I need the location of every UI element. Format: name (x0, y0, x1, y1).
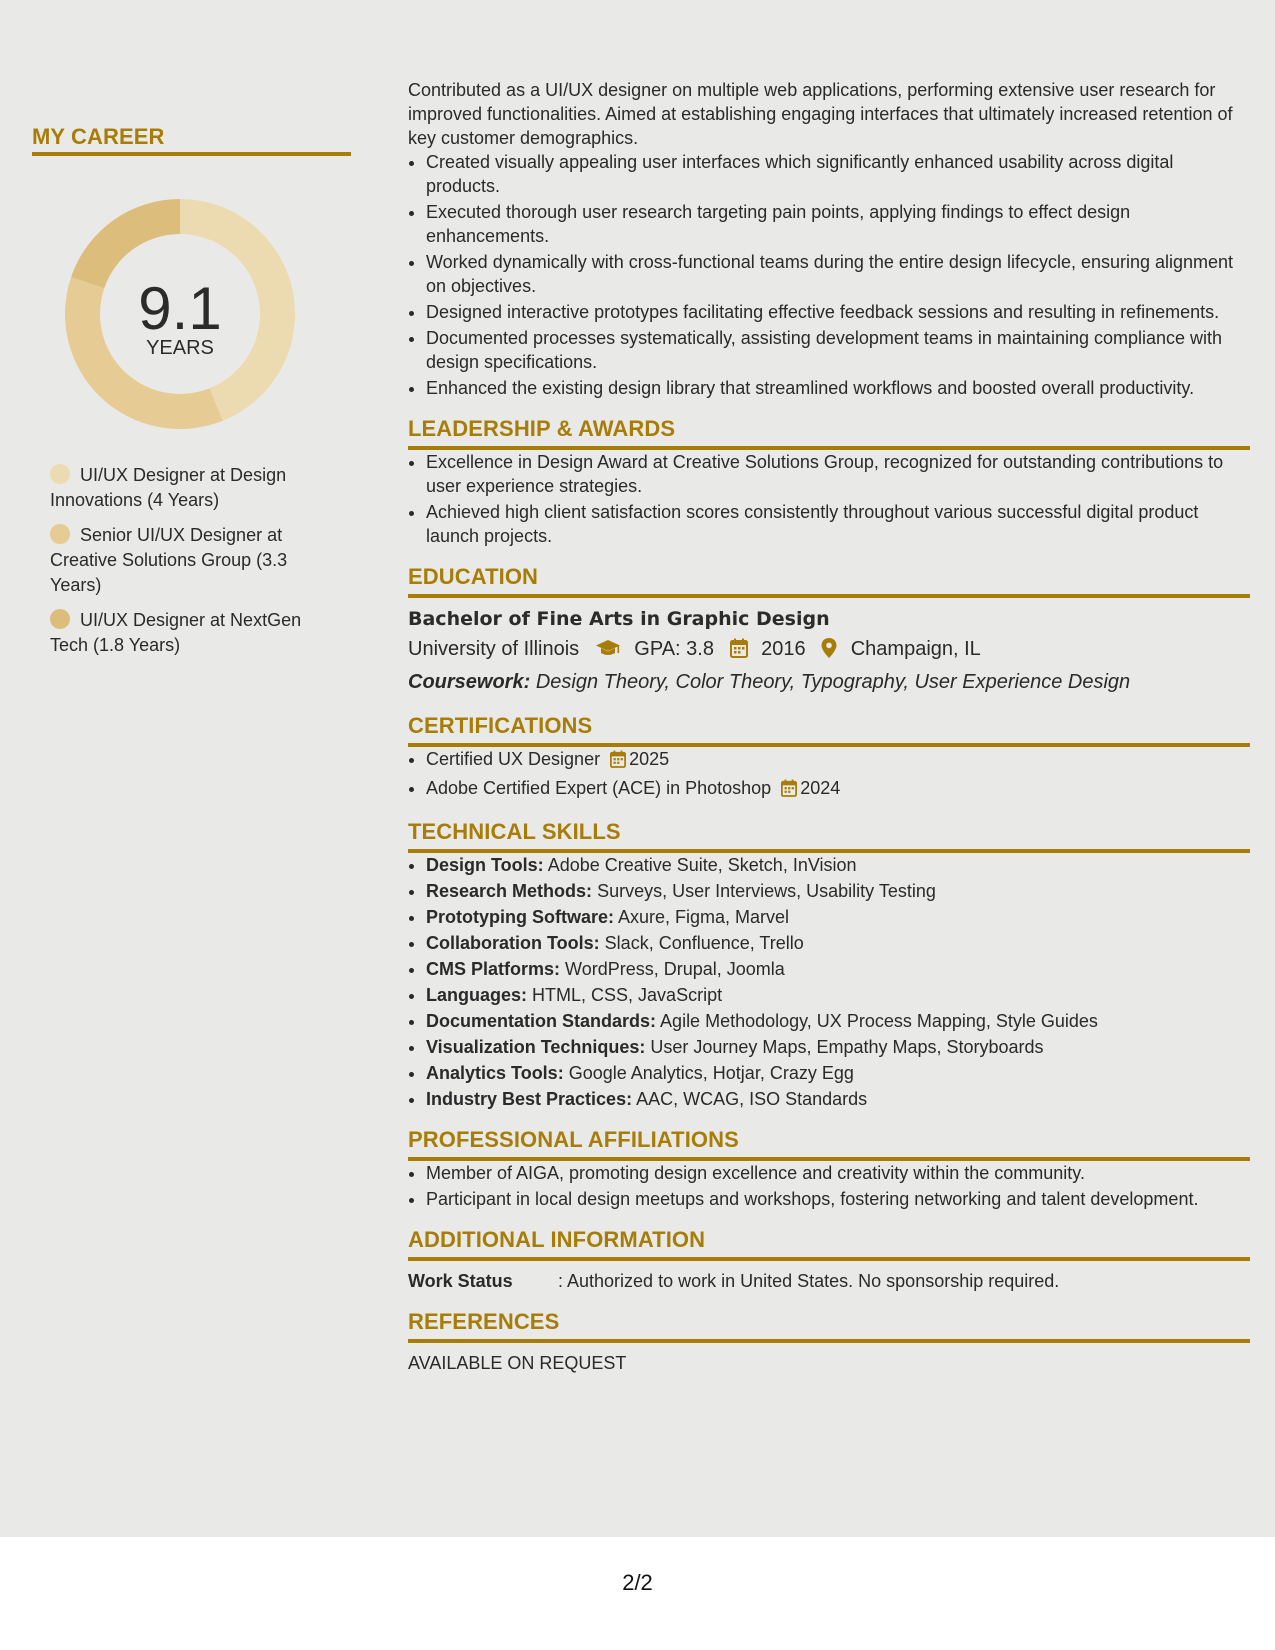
list-item (426, 983, 1250, 1007)
skill-key: Prototyping Software: (426, 907, 614, 927)
skill-value: Slack, Confluence, Trello (604, 933, 804, 953)
skill-value: User Journey Maps, Empathy Maps, Storyboards (650, 1037, 1044, 1057)
work-status-value: : Authorized to work in United States. No sponsorship required. (558, 1271, 1060, 1291)
calendar-icon (730, 637, 748, 667)
list-item: • Executed thorough user research targeting pain points, applying findings to effect design enhancements. (426, 200, 1250, 248)
list-item: • Created visually appealing user interfaces which significantly enhanced usability across digital products. (426, 150, 1250, 198)
skill-key: Documentation Standards: (426, 1011, 657, 1031)
school-location: Champaign, IL (850, 638, 981, 660)
skill-key: CMS Platforms: (426, 959, 561, 979)
references-text: AVAILABLE ON REQUEST (408, 1353, 627, 1373)
references-title: REFERENCES (408, 1309, 1250, 1343)
skill-value: WordPress, Drupal, Joomla (565, 959, 785, 979)
map-pin-icon (821, 637, 837, 667)
skills-title: TECHNICAL SKILLS (408, 819, 1250, 853)
legend-label: UI/UX Designer at NextGen Tech (1.8 Years) (50, 610, 302, 655)
list-item: • Designed interactive prototypes facilitating effective feedback sessions and resulting in refinements. (426, 300, 1250, 324)
calendar-icon (610, 750, 626, 774)
legend-item (50, 608, 320, 658)
list-item: • Documented processes systematically, assisting development teams in maintaining compliance with design specifications. (426, 326, 1250, 374)
skill-value: Google Analytics, Hotjar, Crazy Egg (568, 1063, 854, 1083)
experience-bullets (408, 150, 1250, 400)
graduation-cap-icon (595, 637, 621, 667)
legend-dot (50, 524, 70, 544)
donut-center (65, 199, 295, 429)
skill-key: Design Tools: (426, 855, 544, 875)
list-item (426, 747, 1250, 774)
affiliations-title: PROFESSIONAL AFFILIATIONS (408, 1127, 1250, 1161)
cert-name: Adobe Certified Expert (ACE) in Photoshop (426, 778, 772, 798)
skill-key: Analytics Tools: (426, 1063, 564, 1083)
legend-dot (50, 464, 70, 484)
cert-year: 2025 (629, 749, 670, 769)
work-status-key: Work Status (408, 1271, 513, 1291)
certifications-list (408, 747, 1250, 803)
list-item (426, 931, 1250, 955)
list-item (426, 1061, 1250, 1085)
list-item: • Enhanced the existing design library that streamlined workflows and boosted overall productivity. (426, 376, 1250, 400)
career-title: MY CAREER (32, 124, 351, 156)
skill-value: HTML, CSS, JavaScript (532, 985, 723, 1005)
right-column (408, 78, 1250, 1375)
list-item (426, 853, 1250, 877)
skill-value: Adobe Creative Suite, Sketch, InVision (547, 855, 857, 875)
page-number: 2/2 (622, 1570, 653, 1595)
cert-name: Certified UX Designer (426, 749, 601, 769)
gpa: GPA: 3.8 (634, 638, 714, 660)
calendar-icon (781, 779, 797, 803)
list-item: • Participant in local design meetups and workshops, fostering networking and talent development. (426, 1187, 1250, 1211)
experience-intro: Contributed as a UI/UX designer on multiple web applications, performing extensive user research for improved functionalities. Aimed at establishing engaging interfaces that ultimately increased retention of key customer demographics. (408, 80, 1233, 148)
leadership-title: LEADERSHIP & AWARDS (408, 416, 1250, 450)
list-item (426, 905, 1250, 929)
school-name: University of Illinois (408, 638, 580, 660)
education-details (408, 634, 1250, 667)
legend-dot (50, 609, 70, 629)
affiliations-bullets (408, 1161, 1250, 1211)
career-donut-chart (65, 199, 295, 429)
skill-value: Axure, Figma, Marvel (618, 907, 790, 927)
cert-year: 2024 (800, 778, 841, 798)
certifications-title: CERTIFICATIONS (408, 713, 1250, 747)
list-item: • Excellence in Design Award at Creative Solutions Group, recognized for outstanding contributions to user experience strategies. (426, 450, 1250, 498)
additional-info-title: ADDITIONAL INFORMATION (408, 1227, 1250, 1261)
legend-label: UI/UX Designer at Design Innovations (4 Years) (50, 465, 287, 510)
legend-item (50, 523, 320, 598)
career-years-unit: YEARS (146, 337, 214, 359)
skill-key: Visualization Techniques: (426, 1037, 646, 1057)
skill-value: Surveys, User Interviews, Usability Testing (597, 881, 936, 901)
list-item (426, 1087, 1250, 1111)
skill-key: Languages: (426, 985, 528, 1005)
list-item: • Worked dynamically with cross-functional teams during the entire design lifecycle, ensuring alignment on objectives. (426, 250, 1250, 298)
skill-value: AAC, WCAG, ISO Standards (636, 1089, 868, 1109)
list-item (426, 1035, 1250, 1059)
coursework (408, 667, 1250, 697)
work-status-row (408, 1269, 1250, 1293)
coursework-label: Coursework: (408, 671, 531, 693)
degree-name: Bachelor of Fine Arts in Graphic Design (408, 608, 830, 630)
list-item: • Member of AIGA, promoting design excellence and creativity within the community. (426, 1161, 1250, 1185)
graduation-year: 2016 (761, 638, 806, 660)
career-legend (32, 463, 351, 658)
coursework-list: Design Theory, Color Theory, Typography, User Experience Design (535, 671, 1131, 693)
list-item: • Achieved high client satisfaction scores consistently throughout various successful digital product launch projects. (426, 500, 1250, 548)
education-title: EDUCATION (408, 564, 1250, 598)
skill-value: Agile Methodology, UX Process Mapping, Style Guides (660, 1011, 1098, 1031)
skill-key: Industry Best Practices: (426, 1089, 633, 1109)
legend-item (50, 463, 320, 513)
leadership-bullets (408, 450, 1250, 548)
skill-key: Collaboration Tools: (426, 933, 600, 953)
left-column (32, 124, 351, 668)
legend-label: Senior UI/UX Designer at Creative Solutions Group (3.3 Years) (50, 525, 288, 595)
skill-key: Research Methods: (426, 881, 593, 901)
list-item (426, 1009, 1250, 1033)
list-item (426, 957, 1250, 981)
list-item (426, 879, 1250, 903)
skills-list (408, 853, 1250, 1111)
career-total-years: 9.1 (138, 275, 222, 342)
list-item (426, 776, 1250, 803)
